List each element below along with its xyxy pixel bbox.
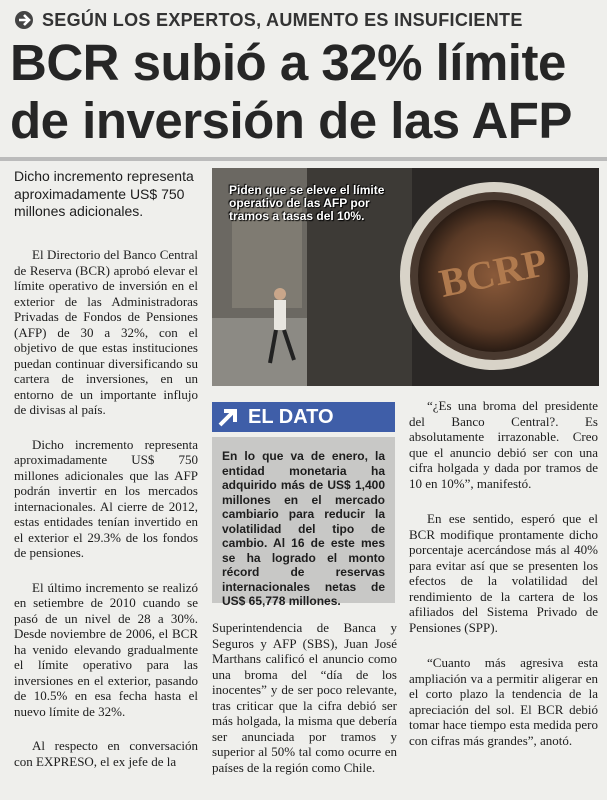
column-2: [212, 620, 397, 775]
kicker-text: SEGÚN LOS EXPERTOS, AUMENTO ES INSUFICIENTE: [42, 9, 523, 30]
el-dato-text: En lo que va de enero, la entidad monetaria ha adquirido más de US$ 1,400 millones en el mercado cambiario para reducir la volatilidad del tipo de cambio. Al 16 de este mes se ha logrado el monto récord de reservas internacionales netas de US$ 65,778 millones.: [222, 449, 385, 608]
el-dato-header: [212, 402, 395, 432]
el-dato-title: EL DATO: [248, 405, 334, 428]
photo-bcr-lobby: [212, 168, 599, 386]
lead-paragraph: Dicho incremento representa aproximadamente US$ 750 millones adicionales.: [14, 168, 194, 219]
divider: [0, 157, 607, 161]
headline-line-1: BCR subió a 32% límite: [10, 34, 566, 91]
paragraph: En ese sentido, esperó que el BCR modifique prontamente dicho porcentaje acercándose más al 40% para evitar así que se presenten los efectos de la volatilidad del rendimiento de la cartera de los afiliados del Sistema Privado de Pensiones (SPP).: [409, 511, 598, 635]
svg-text:BCRP: BCRP: [435, 239, 552, 306]
photo-caption: Piden que se eleve el límite operativo de las AFP por tramos a tasas del 10%.: [229, 183, 385, 223]
kicker: [14, 8, 599, 32]
column-3: [409, 398, 598, 748]
headline-line-2: de inversión de las AFP: [10, 92, 572, 149]
paragraph: El último incremento se realizó en setiembre de 2010 cuando se pasó de un nivel de 28 a 30%. Desde noviembre de 2006, el BCR ha venido elevando gradualmente el límite operativo para las inversiones en el exterior, pasando de 10.5% en esa fecha hasta el nuevo límite de 32%.: [14, 579, 198, 719]
paragraph: Al respecto en conversación con EXPRESO, el ex jefe de la: [14, 738, 198, 769]
column-1: [14, 247, 198, 769]
arrow-up-right-icon: [216, 405, 242, 429]
paragraph: El Directorio del Banco Central de Reserva (BCR) aprobó elevar el límite operativo de inversión en el exterior de las Administradoras Privadas de Fondos de Pensiones (AFP) de 30 a 32%, con el objetivo de que estas instituciones puedan continuar diversificando su cartera de inversiones, en un entorno de un importante influjo de divisas al país.: [14, 247, 198, 417]
paragraph: “Cuanto más agresiva esta ampliación va a permitir aligerar en el corto plazo la tendencia de la apreciación del sol. El BCR debió tomar hace tiempo esta medida pero con cifras más grandes”, anotó.: [409, 655, 598, 748]
headline: [10, 34, 602, 150]
el-dato-box: [212, 437, 395, 608]
paragraph: Dicho incremento representa aproximadamente US$ 750 millones adicionales que las AFP podrán invertir en los mercados internacionales. Al cierre de 2012, estas entidades tenían invertido en el exterior el 29.3% de los fondos de pensiones.: [14, 436, 198, 560]
arrow-right-icon: [14, 10, 36, 30]
paragraph: Superintendencia de Banca y Seguros y AFP (SBS), Juan José Marthans calificó el anuncio como una broma del “día de los inocentes” y de ser poco relevante, tras criticar que la cifra debió ser más holgada, la misma que debería ser anunciada por tramos y superior al 50% tal como ocurre en países de la región como Chile.: [212, 620, 397, 775]
paragraph: “¿Es una broma del presidente del Banco Central?. Es absolutamente irrazonable. Creo que el anuncio debió ser con una cifra holgada y dada por tramos de 10 en 10%”, manifestó.: [409, 398, 598, 491]
